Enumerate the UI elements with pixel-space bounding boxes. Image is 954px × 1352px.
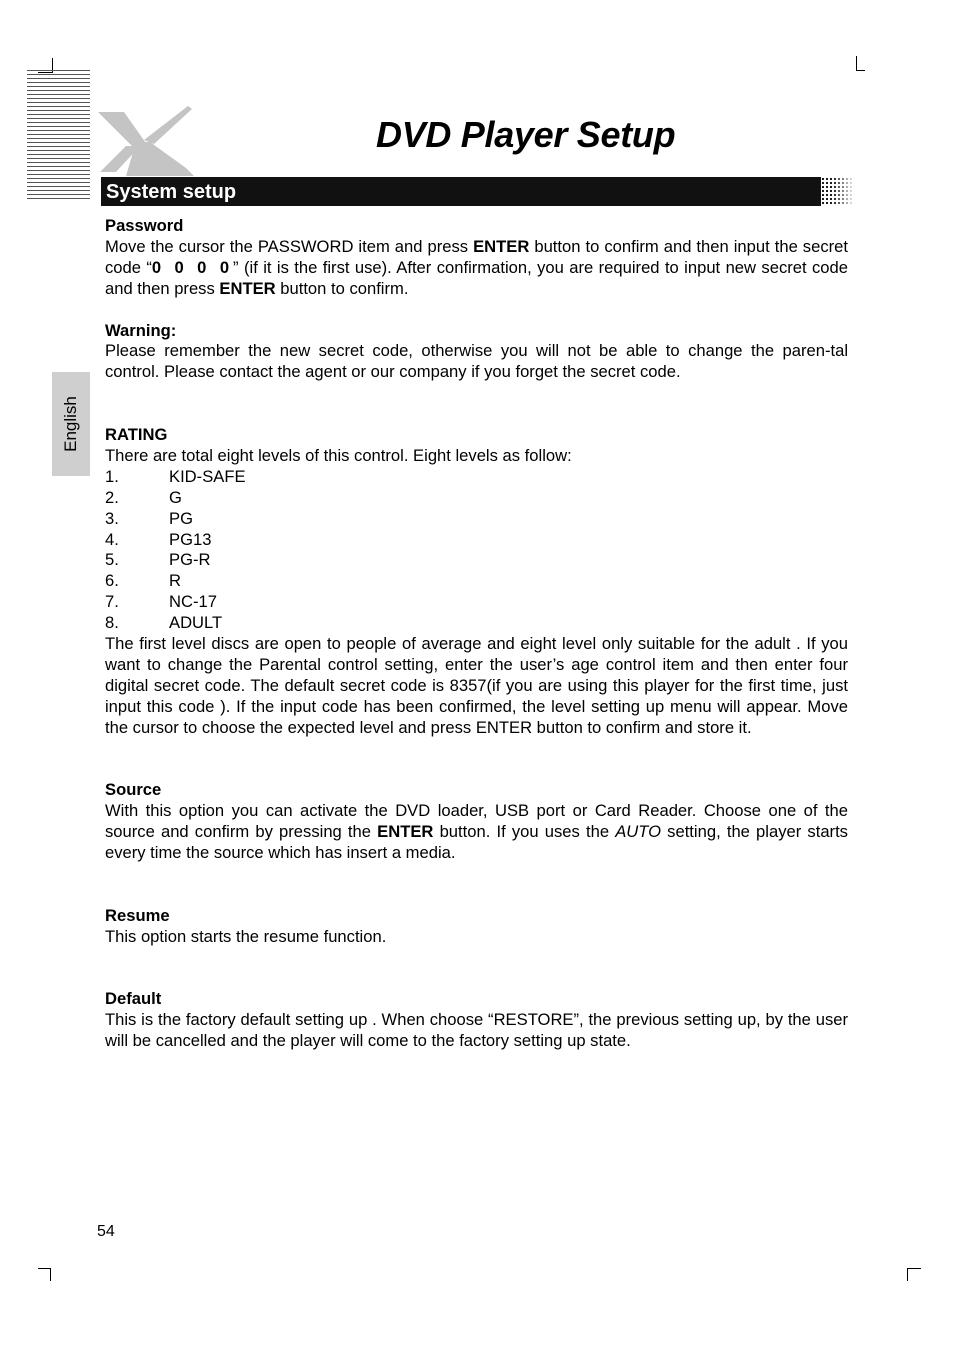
language-side-tab	[52, 372, 90, 476]
password-heading: Password	[105, 216, 184, 235]
secret-code: 0 0 0 0	[151, 257, 234, 277]
password-text-part: Move the cursor the PASSWORD item and press	[105, 236, 474, 256]
source-text-part: button. If you uses the	[433, 822, 616, 842]
source-text-part: With this option you can activate the DVD loader, USB port or Card Reader. Choose one of the source and confirm by pressing the	[105, 801, 848, 842]
list-item-number: 2.	[105, 487, 119, 507]
source-heading: Source	[105, 780, 162, 800]
crop-mark-bottom-left	[38, 1268, 51, 1281]
list-item-number: 5.	[105, 550, 119, 570]
page-title: DVD Player Setup	[376, 114, 676, 155]
list-item-label: ADULT	[169, 613, 223, 633]
brand-x-logo-icon	[96, 106, 196, 178]
list-item-number: 4.	[105, 529, 119, 549]
list-item	[105, 467, 848, 488]
password-text	[105, 237, 848, 300]
section-header-bar	[101, 177, 821, 206]
enter-keyword: ENTER	[473, 236, 530, 256]
warning-heading: Warning:	[105, 320, 177, 340]
warning-text: Please remember the new secret code, otherwise you will not be able to change the paren-tal control. Please contact the agent or our company if you forget the secret code.	[105, 341, 848, 382]
rating-intro: There are total eight levels of this control. Eight levels as follow:	[105, 445, 572, 465]
rating-heading: RATING	[105, 425, 168, 445]
rating-levels-list	[105, 467, 848, 634]
section-bar-dot-pattern	[821, 177, 855, 206]
list-item-number: 8.	[105, 613, 119, 633]
list-item-label: NC-17	[169, 592, 217, 612]
list-item	[105, 530, 848, 551]
list-item	[105, 571, 848, 592]
password-text-part: ” (if it is the first use). After confirmation, you are required to input new secret code and then press	[105, 257, 848, 298]
list-item	[105, 509, 848, 530]
list-item-number: 1.	[105, 466, 119, 486]
page-number: 54	[97, 1223, 115, 1240]
list-item	[105, 488, 848, 509]
source-text	[105, 801, 848, 864]
rating-body-text: The first level discs are open to people of average and eight level only suitable for the adult . If you want to change the Parental control setting, enter the user’s age control item and then enter four digital secret code. The default secret code is 8357(if you are using this player for the first time, just input this code ). If the input code has been confirmed, the level setting up menu will appear. Move the cursor to choose the expected level and press ENTER button to confirm and store it.	[105, 633, 848, 737]
source-text-part: setting, the player starts every time the source which has insert a media.	[105, 822, 848, 863]
list-item-label: PG	[169, 508, 193, 528]
header-stripes	[27, 70, 90, 200]
crop-mark-bottom-right	[907, 1268, 921, 1281]
auto-keyword: AUTO	[615, 822, 662, 842]
list-item-number: 3.	[105, 508, 119, 528]
password-text-part: button to confirm and then input the secret code “	[105, 236, 848, 277]
main-content	[105, 216, 848, 1052]
list-item-label: R	[169, 571, 181, 591]
password-text-part: button to confirm.	[275, 278, 409, 298]
enter-keyword: ENTER	[377, 822, 434, 842]
list-item-label: G	[169, 487, 182, 507]
crop-mark-top-right	[856, 56, 865, 71]
list-item	[105, 592, 848, 613]
default-text: This is the factory default setting up . When choose “RESTORE”, the previous setting up, by the user will be cancelled and the player will come to the factory setting up state.	[105, 1010, 848, 1051]
section-title: System setup	[106, 181, 237, 203]
list-item-number: 6.	[105, 571, 119, 591]
language-tab-label: English	[61, 396, 80, 452]
list-item	[105, 550, 848, 571]
resume-text: This option starts the resume function.	[105, 926, 387, 946]
resume-heading: Resume	[105, 905, 170, 925]
list-item-number: 7.	[105, 592, 119, 612]
default-heading: Default	[105, 989, 162, 1009]
list-item-label: PG-R	[169, 550, 211, 570]
list-item-label: KID-SAFE	[169, 466, 246, 486]
list-item-label: PG13	[169, 529, 212, 549]
enter-keyword: ENTER	[219, 278, 276, 298]
list-item	[105, 613, 848, 634]
